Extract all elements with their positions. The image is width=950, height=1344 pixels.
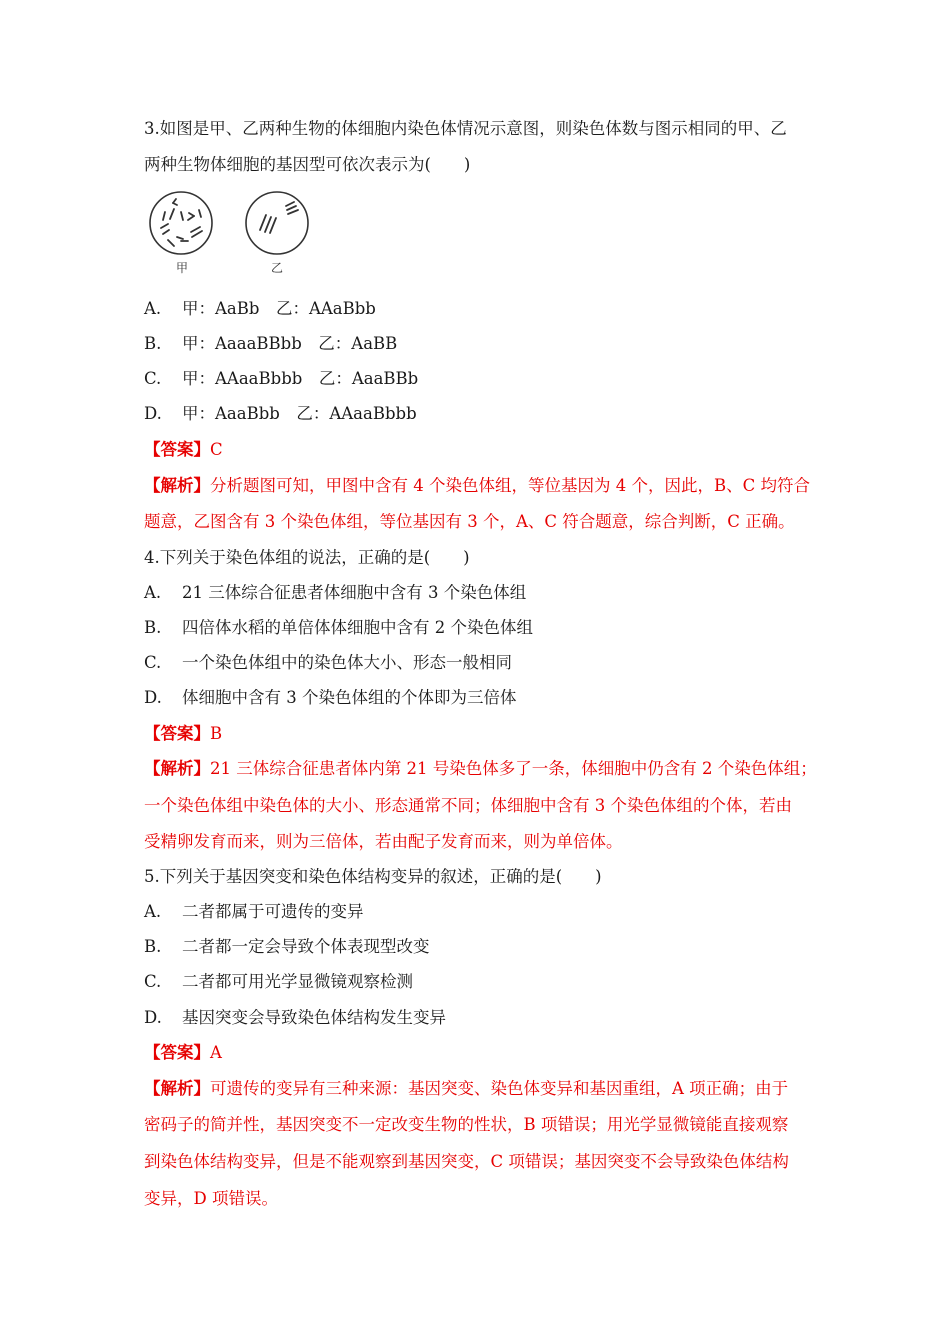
q5-analysis-line3: 到染色体结构变异，但是不能观察到基因突变，C 项错误；基因突变不会导致染色体结构 bbox=[144, 1152, 789, 1171]
q4-analysis-line3: 受精卵发育而来，则为三倍体，若由配子发育而来，则为单倍体。 bbox=[144, 832, 623, 851]
q4-answer: 【答案】B bbox=[144, 724, 223, 743]
chromosome-figure bbox=[148, 190, 323, 276]
cell-jia bbox=[150, 192, 212, 254]
q3-option-a: A. 甲：AaBb 乙：AAaBbb bbox=[144, 299, 376, 318]
chromosome bbox=[191, 227, 200, 232]
chromosome bbox=[163, 230, 169, 234]
chromosome bbox=[170, 209, 174, 219]
label-jia: 甲 bbox=[175, 261, 189, 275]
q4-analysis-line1: 【解析】21 三体综合征患者体内第 21 号染色体多了一条，体细胞中仍含有 2 个染色体组； bbox=[144, 759, 817, 778]
q3-stem-line1: 3.如图是甲、乙两种生物的体细胞内染色体情况示意图，则染色体数与图示相同的甲、乙 bbox=[144, 119, 787, 138]
chromosome bbox=[265, 217, 271, 232]
chromosome bbox=[192, 231, 202, 237]
chromosome bbox=[181, 212, 183, 220]
q3-analysis-line1: 【解析】分析题图可知，甲图中含有 4 个染色体组，等位基因为 4 个，因此，B、C 均符合 bbox=[144, 476, 810, 495]
q4-analysis-line2: 一个染色体组中染色体的大小、形态通常不同；体细胞中含有 3 个染色体组的个体，若由 bbox=[144, 796, 792, 815]
q5-answer: 【答案】A bbox=[144, 1043, 222, 1062]
q5-analysis-line4: 变异，D 项错误。 bbox=[144, 1189, 278, 1208]
q5-stem: 5.下列关于基因突变和染色体结构变异的叙述，正确的是( ) bbox=[144, 867, 602, 886]
q5-option-a: A. 二者都属于可遗传的变异 bbox=[144, 902, 364, 921]
q5-option-d: D. 基因突变会导致染色体结构发生变异 bbox=[144, 1008, 446, 1027]
q4-option-c: C. 一个染色体组中的染色体大小、形态一般相同 bbox=[144, 653, 512, 672]
chromosome bbox=[260, 215, 266, 230]
q4-option-d: D. 体细胞中含有 3 个染色体组的个体即为三倍体 bbox=[144, 688, 517, 707]
q4-option-b: B. 四倍体水稻的单倍体体细胞中含有 2 个染色体组 bbox=[144, 618, 533, 637]
q5-analysis-line1: 【解析】可遗传的变异有三种来源：基因突变、染色体变异和基因重组，A 项正确；由于 bbox=[144, 1079, 789, 1098]
chromosome bbox=[287, 206, 296, 210]
chromosome bbox=[168, 240, 174, 246]
chromosome bbox=[173, 203, 177, 205]
chromosome bbox=[288, 210, 298, 214]
q5-analysis-line2: 密码子的简并性，基因突变不一定改变生物的性状，B 项错误；用光学显微镜能直接观察 bbox=[144, 1115, 789, 1134]
q3-stem-line2: 两种生物体细胞的基因型可依次表示为( ) bbox=[144, 155, 471, 174]
q3-option-b: B. 甲：AaaaBBbb 乙：AaBB bbox=[144, 334, 398, 353]
chromosome bbox=[270, 218, 276, 233]
q3-analysis-line2: 题意，乙图含有 3 个染色体组，等位基因有 3 个，A、C 符合题意，综合判断，C 正确。 bbox=[144, 512, 795, 531]
chromosome bbox=[188, 216, 194, 220]
q4-option-a: A. 21 三体综合征患者体细胞中含有 3 个染色体组 bbox=[144, 583, 527, 602]
chromosome bbox=[177, 237, 183, 239]
chromosome bbox=[163, 212, 165, 220]
chromosome bbox=[199, 210, 201, 217]
label-yi: 乙 bbox=[270, 261, 284, 275]
q3-option-c: C. 甲：AAaaBbbb 乙：AaaBBb bbox=[144, 369, 419, 388]
chromosome bbox=[286, 202, 294, 206]
q3-option-d: D. 甲：AaaBbb 乙：AAaaBbbb bbox=[144, 404, 417, 423]
q5-option-b: B. 二者都一定会导致个体表现型改变 bbox=[144, 937, 430, 956]
chromosome bbox=[161, 224, 168, 228]
q3-answer: 【答案】C bbox=[144, 440, 223, 459]
q4-stem: 4.下列关于染色体组的说法，正确的是( ) bbox=[144, 548, 470, 567]
cell-yi bbox=[246, 192, 308, 254]
q5-option-c: C. 二者都可用光学显微镜观察检测 bbox=[144, 972, 413, 991]
